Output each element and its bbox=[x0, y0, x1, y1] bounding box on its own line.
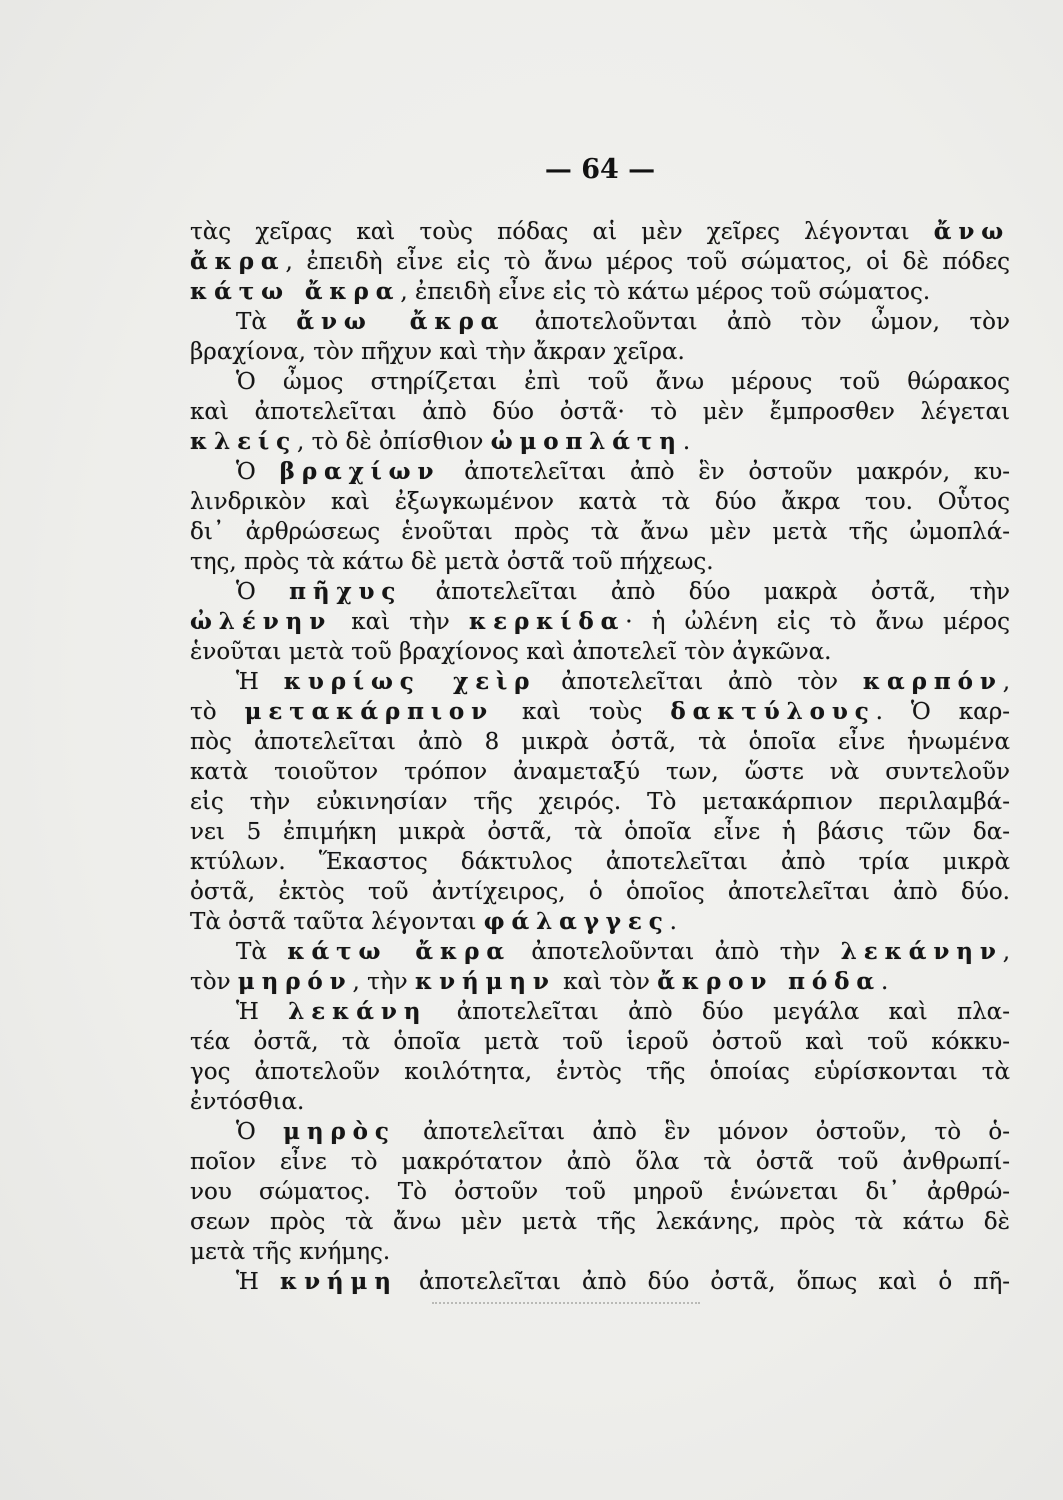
text-run: Ὁ bbox=[236, 579, 290, 605]
text-run: , bbox=[1002, 939, 1010, 965]
text-run: νει 5 ἐπιμήκη μικρὰ ὀστᾶ, τὰ ὁποῖα εἶνε ἡ βάσις τῶν δα- bbox=[190, 819, 1010, 845]
text-run: , ἐπειδὴ εἶνε εἰς τὸ ἄνω μέρος τοῦ σώματος, οἱ δὲ πόδες bbox=[285, 249, 1010, 275]
paragraph bbox=[190, 577, 1010, 667]
paragraph bbox=[190, 217, 1010, 307]
emphasized-term: ἄκρον πόδα bbox=[657, 968, 881, 995]
text-line bbox=[190, 277, 1010, 307]
text-block bbox=[190, 217, 1010, 1297]
text-line bbox=[190, 217, 1010, 247]
text-line bbox=[190, 517, 1010, 547]
text-run: ἀποτελεῖται ἀπὸ τὸν bbox=[536, 669, 863, 695]
text-run: Ἡ bbox=[236, 1269, 280, 1295]
footer-rule bbox=[432, 1302, 700, 1304]
text-run: Τὰ bbox=[236, 309, 297, 335]
text-run: ποῖον εἶνε τὸ μακρότατον ἀπὸ ὅλα τὰ ὀστᾶ τοῦ ἀνθρωπί- bbox=[190, 1149, 1010, 1175]
text-run: τὸν bbox=[190, 969, 238, 995]
text-run: · ἡ ὠλένη εἰς τὸ ἄνω μέρος bbox=[625, 609, 1011, 635]
text-line bbox=[190, 637, 1010, 667]
text-line bbox=[190, 1177, 1010, 1207]
text-line bbox=[190, 577, 1010, 607]
text-run: Ὁ ὦμος στηρίζεται ἐπὶ τοῦ ἄνω μέρους τοῦ θώρακος bbox=[236, 369, 1010, 395]
text-line bbox=[190, 907, 1010, 937]
paragraph bbox=[190, 937, 1010, 997]
emphasized-term: κάτω ἄκρα bbox=[190, 278, 401, 305]
emphasized-term: λεκάνη bbox=[288, 998, 428, 1025]
text-run: τὸ bbox=[190, 699, 245, 725]
text-line bbox=[190, 487, 1010, 517]
text-line bbox=[190, 247, 1010, 277]
text-run: . Ὁ καρ- bbox=[875, 699, 1010, 725]
text-run: μετὰ τῆς κνήμης. bbox=[190, 1239, 391, 1265]
emphasized-term: ὠλένην bbox=[190, 608, 333, 635]
text-run: της, πρὸς τὰ κάτω δὲ μετὰ ὀστᾶ τοῦ πήχεως. bbox=[190, 549, 714, 575]
text-run: τὰς χεῖρας καὶ τοὺς πόδας αἱ μὲν χεῖρες λέγονται bbox=[190, 219, 934, 245]
text-run: , τὸ δὲ ὀπίσθιον bbox=[296, 429, 491, 455]
text-run: Ἡ bbox=[236, 669, 284, 695]
text-run: καὶ ἀποτελεῖται ἀπὸ δύο ὀστᾶ· τὸ μὲν ἔμπροσθεν λέγεται bbox=[190, 399, 1010, 425]
text-line bbox=[190, 457, 1010, 487]
text-line bbox=[190, 877, 1010, 907]
paragraph bbox=[190, 997, 1010, 1117]
text-run: ἐντόσθια. bbox=[190, 1089, 305, 1115]
text-run: Ἡ bbox=[236, 999, 289, 1025]
emphasized-term: δακτύλους bbox=[670, 698, 876, 725]
emphasized-term: κυρίως χεὶρ bbox=[283, 668, 537, 695]
text-run: πὸς ἀποτελεῖται ἀπὸ 8 μικρὰ ὀστᾶ, τὰ ὁποῖα εἶνε ἡνωμένα bbox=[190, 729, 1010, 755]
text-run: γος ἀποτελοῦν κοιλότητα, ἐντὸς τῆς ὁποίας εὑρίσκονται τὰ bbox=[190, 1059, 1010, 1085]
text-run: καὶ τὴν bbox=[332, 609, 469, 635]
text-run: σεων πρὸς τὰ ἄνω μὲν μετὰ τῆς λεκάνης, πρὸς τὰ κάτω δὲ bbox=[190, 1209, 1010, 1235]
text-run: ὀστᾶ, ἐκτὸς τοῦ ἀντίχειρος, ὁ ὁποῖος ἀποτελεῖται ἀπὸ δύο. bbox=[190, 879, 1010, 905]
text-run: κατὰ τοιοῦτον τρόπον ἀναμεταξύ των, ὥστε νὰ συντελοῦν bbox=[190, 759, 1010, 785]
paragraph bbox=[190, 667, 1010, 937]
emphasized-term: καρπόν bbox=[862, 668, 1003, 695]
emphasized-term: βραχίων bbox=[279, 458, 441, 485]
text-line bbox=[190, 1147, 1010, 1177]
emphasized-term: πῆχυς bbox=[289, 578, 403, 605]
text-run: εἰς τὴν εὐκινησίαν τῆς χειρός. Τὸ μετακάρπιον περιλαμβά- bbox=[190, 789, 1010, 815]
text-run: ἀποτελεῖται ἀπὸ δύο μακρὰ ὀστᾶ, τὴν bbox=[402, 579, 1011, 605]
paragraph bbox=[190, 1267, 1010, 1297]
text-run: κτύλων. Ἕκαστος δάκτυλος ἀποτελεῖται ἀπὸ τρία μικρὰ bbox=[190, 849, 1010, 875]
text-run: Ὁ bbox=[236, 459, 280, 485]
paragraph bbox=[190, 367, 1010, 457]
emphasized-term: κλείς bbox=[190, 428, 297, 455]
paragraph bbox=[190, 1117, 1010, 1267]
text-line bbox=[190, 667, 1010, 697]
text-line bbox=[190, 397, 1010, 427]
text-line bbox=[190, 787, 1010, 817]
text-run: , τὴν bbox=[352, 969, 415, 995]
text-run: Ὁ bbox=[236, 1119, 284, 1145]
emphasized-term: ἄκρα bbox=[190, 248, 286, 275]
emphasized-term: μετακάρπιον bbox=[244, 698, 494, 725]
text-run: νου σώματος. Τὸ ὀστοῦν τοῦ μηροῦ ἑνώνεται δι᾿ ἀρθρώ- bbox=[190, 1179, 1010, 1205]
text-run: δι᾿ ἀρθρώσεως ἑνοῦται πρὸς τὰ ἄνω μὲν μετὰ τῆς ὠμοπλά- bbox=[190, 519, 1010, 545]
text-run: ἀποτελοῦνται ἀπὸ τὴν bbox=[510, 939, 841, 965]
text-line bbox=[190, 1267, 1010, 1297]
text-run: . bbox=[669, 909, 677, 935]
paragraph bbox=[190, 307, 1010, 367]
emphasized-term: κερκίδα bbox=[468, 608, 626, 635]
page-number: — 64 — bbox=[544, 154, 656, 185]
text-run: ἀποτελεῖται ἀπὸ δύο ὀστᾶ, ὅπως καὶ ὁ πῆ- bbox=[397, 1269, 1011, 1295]
text-line bbox=[190, 1027, 1010, 1057]
text-run: . bbox=[682, 429, 691, 455]
text-run: Τὰ ὀστᾶ ταῦτα λέγονται bbox=[190, 909, 484, 935]
emphasized-term: φάλαγγες bbox=[483, 908, 670, 935]
text-line bbox=[190, 757, 1010, 787]
text-line bbox=[190, 967, 1010, 997]
emphasized-term: ὠμοπλάτη bbox=[490, 428, 683, 455]
text-line bbox=[190, 997, 1010, 1027]
emphasized-term: κνήμη bbox=[279, 1268, 398, 1295]
emphasized-term: μηρόν bbox=[237, 968, 353, 995]
text-line bbox=[190, 847, 1010, 877]
emphasized-term: μηρὸς bbox=[283, 1118, 396, 1145]
text-run: Τὰ bbox=[236, 939, 288, 965]
text-run: ἑνοῦται μετὰ τοῦ βραχίονος καὶ ἀποτελεῖ τὸν ἀγκῶνα. bbox=[190, 639, 832, 665]
text-run: βραχίονα, τὸν πῆχυν καὶ τὴν ἄκραν χεῖρα. bbox=[190, 339, 685, 365]
text-line bbox=[190, 337, 1010, 367]
text-run: , bbox=[1002, 669, 1011, 695]
text-line bbox=[190, 307, 1010, 337]
text-line bbox=[190, 1207, 1010, 1237]
text-run: ἀποτελεῖται ἀπὸ δύο μεγάλα καὶ πλα- bbox=[427, 999, 1010, 1025]
text-line bbox=[190, 727, 1010, 757]
text-run: λινδρικὸν καὶ ἐξωγκωμένον κατὰ τὰ δύο ἄκρα του. Οὗτος bbox=[190, 489, 1010, 515]
emphasized-term: ἄνω bbox=[933, 218, 1010, 245]
text-line bbox=[190, 607, 1010, 637]
paragraph bbox=[190, 457, 1010, 577]
emphasized-term: ἄνω ἄκρα bbox=[296, 308, 506, 335]
text-run: ἀποτελεῖται ἀπὸ ἓν μόνον ὀστοῦν, τὸ ὁ- bbox=[395, 1119, 1010, 1145]
emphasized-term: λεκάνην bbox=[840, 938, 1003, 965]
text-run: , ἐπειδὴ εἶνε εἰς τὸ κάτω μέρος τοῦ σώματος. bbox=[400, 279, 931, 305]
text-line bbox=[190, 1237, 1010, 1267]
text-line bbox=[190, 697, 1010, 727]
text-run: ἀποτελεῖται ἀπὸ ἓν ὀστοῦν μακρόν, κυ- bbox=[440, 459, 1010, 485]
text-line bbox=[190, 547, 1010, 577]
text-run: τέα ὀστᾶ, τὰ ὁποῖα μετὰ τοῦ ἱεροῦ ὀστοῦ καὶ τοῦ κόκκυ- bbox=[190, 1029, 1010, 1055]
text-line bbox=[190, 427, 1010, 457]
text-run: καὶ τοὺς bbox=[493, 699, 671, 725]
text-line bbox=[190, 1057, 1010, 1087]
text-run: . bbox=[880, 969, 889, 995]
text-line bbox=[190, 1117, 1010, 1147]
emphasized-term: κάτω ἄκρα bbox=[287, 938, 511, 965]
emphasized-term: κνήμην bbox=[414, 968, 556, 995]
text-run: ἀποτελοῦνται ἀπὸ τὸν ὦμον, τὸν bbox=[505, 309, 1010, 335]
text-line bbox=[190, 1087, 1010, 1117]
text-line bbox=[190, 817, 1010, 847]
text-run: καὶ τὸν bbox=[555, 969, 658, 995]
text-line bbox=[190, 937, 1010, 967]
text-line bbox=[190, 367, 1010, 397]
